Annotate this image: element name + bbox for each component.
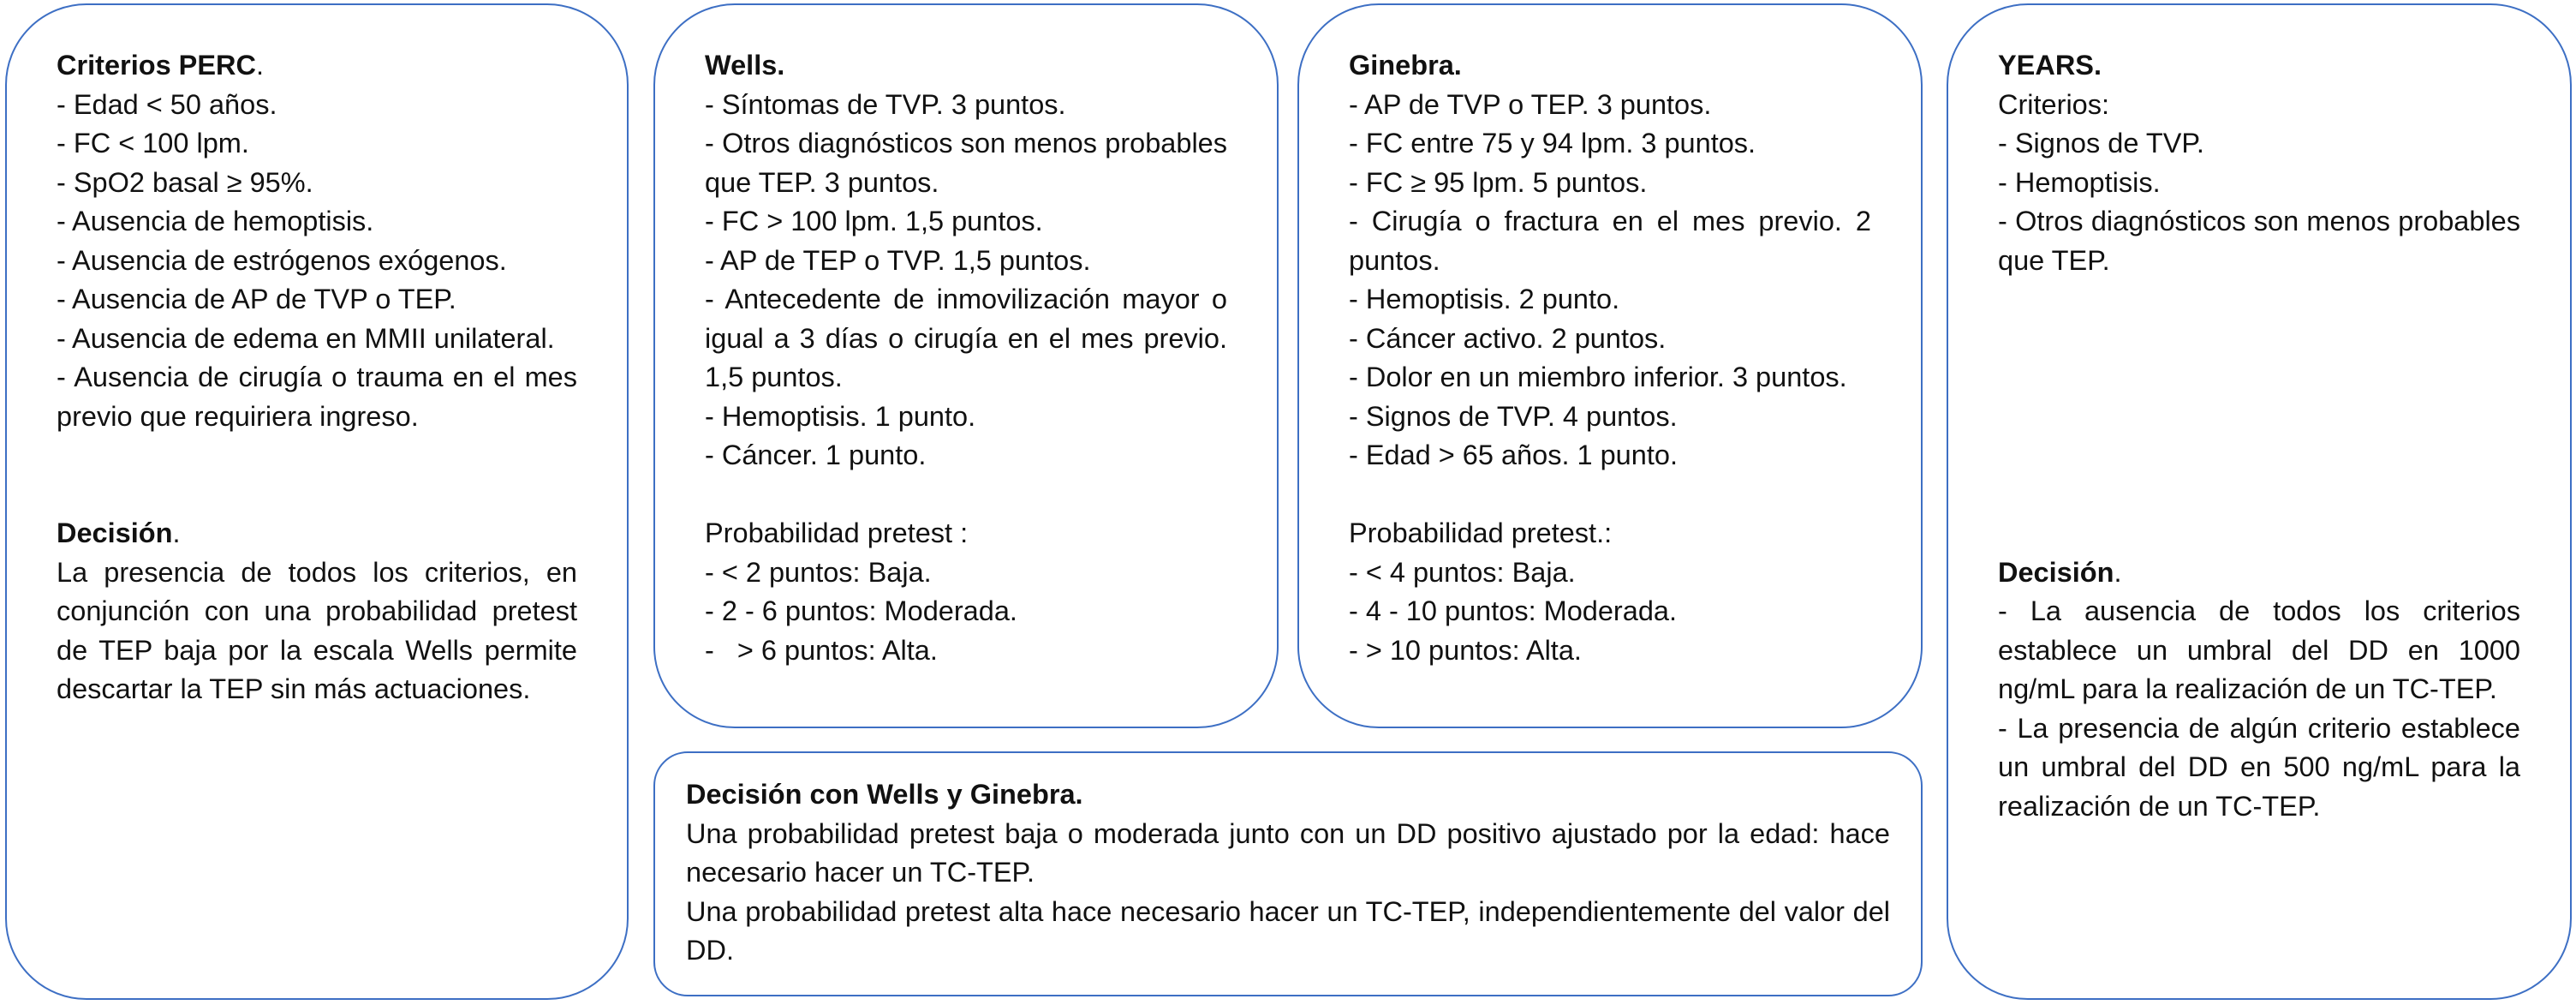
ginebra-item: - Cirugía o fractura en el mes previo. 2 puntos. [1349,206,1871,276]
wells-box [653,3,1279,728]
perc-item: - SpO2 basal ≥ 95%. [57,166,313,198]
wells-ginebra-decision-box [653,751,1923,996]
ginebra-title: Ginebra. [1349,50,1462,81]
wells-pretest-item: - > 6 puntos: Alta. [705,634,938,666]
spacer [57,436,577,476]
ginebra-item: - Cáncer activo. 2 puntos. [1349,322,1667,354]
perc-criteria-box [5,3,629,1000]
wells-pretest-label: Probabilidad pretest : [705,517,969,548]
perc-item: - Ausencia de hemoptisis. [57,206,374,236]
years-decision-title: Decisión [1998,556,2114,588]
ginebra-item: - AP de TVP o TEP. 3 puntos. [1349,88,1712,120]
ginebra-item: - Dolor en un miembro inferior. 3 puntos. [1349,362,1847,392]
years-decision-item: - La ausencia de todos los criterios establece un umbral del DD en 1000 ng/mL para la realización de un TC-TEP. [1998,595,2520,704]
combined-item: Una probabilidad pretest alta hace necesario hacer un TC-TEP, independientemente del valor del DD. [686,895,1890,966]
perc-title-line [57,46,577,86]
wells-title: Wells. [705,50,785,81]
spacer [1998,436,2520,476]
perc-item: - Edad < 50 años. [57,88,277,120]
spacer [1998,280,2520,320]
wells-item: - Antecedente de inmovilización mayor o igual a 3 días o cirugía en el mes previo. 1,5 puntos. [705,284,1227,392]
perc-decision-text: La presencia de todos los criterios, en conjunción con una probabilidad pretest de TEP baja por la escala Wells permite descartar la TEP sin más actuaciones. [57,556,577,704]
ginebra-item: - Signos de TVP. 4 puntos. [1349,400,1678,432]
wells-item: - AP de TEP o TVP. 1,5 puntos. [705,244,1091,276]
perc-decision-title-line [57,514,577,553]
combined-title: Decisión con Wells y Ginebra. [686,779,1083,810]
wells-item: - Hemoptisis. 1 punto. [705,400,976,432]
years-item: - Otros diagnósticos son menos probables que TEP. [1998,206,2520,276]
ginebra-item: - Edad > 65 años. 1 punto. [1349,440,1678,470]
perc-item: - Ausencia de cirugía o trauma en el mes previo que requiriera ingreso. [57,362,577,432]
spacer [1998,398,2520,437]
spacer [705,476,1227,515]
perc-item: - Ausencia de estrógenos exógenos. [57,244,507,276]
ginebra-pretest-item: - < 4 puntos: Baja. [1349,556,1576,588]
wells-item: - Otros diagnósticos son menos probables que TEP. 3 puntos. [705,128,1227,198]
perc-title-suffix: . [255,50,265,81]
years-criteria-label: Criterios: [1998,88,2110,120]
ginebra-box [1297,3,1923,728]
years-box [1947,3,2572,1000]
ginebra-item: - Hemoptisis. 2 punto. [1349,284,1620,314]
spacer [1349,476,1871,515]
years-decision-suffix: . [2114,556,2122,588]
perc-item: - FC < 100 lpm. [57,128,249,159]
spacer [1998,358,2520,398]
perc-title: Criterios PERC [57,50,256,81]
years-item: - Signos de TVP. [1998,128,2204,159]
ginebra-pretest-item: - 4 - 10 puntos: Moderada. [1349,595,1678,626]
ginebra-pretest-item: - > 10 puntos: Alta. [1349,634,1582,666]
years-item: - Hemoptisis. [1998,166,2161,198]
perc-item: - Ausencia de AP de TVP o TEP. [57,284,456,314]
spacer [1998,514,2520,553]
ginebra-item: - FC ≥ 95 lpm. 5 puntos. [1349,166,1648,198]
perc-decision-suffix: . [172,517,181,548]
wells-pretest-item: - < 2 puntos: Baja. [705,556,932,588]
combined-item: Una probabilidad pretest baja o moderada junto con un DD positivo ajustado por la edad: hace necesario hacer un TC-TEP. [686,817,1890,888]
years-decision-title-line [1998,553,2520,593]
years-title: YEARS. [1998,50,2102,81]
ginebra-item: - FC entre 75 y 94 lpm. 3 puntos. [1349,128,1756,159]
spacer [1998,476,2520,515]
spacer [57,476,577,515]
wells-item: - Síntomas de TVP. 3 puntos. [705,88,1066,120]
perc-item: - Ausencia de edema en MMII unilateral. [57,322,555,354]
ginebra-pretest-label: Probabilidad pretest.: [1349,517,1613,548]
wells-item: - FC > 100 lpm. 1,5 puntos. [705,206,1043,236]
years-decision-item: - La presencia de algún criterio establece un umbral del DD en 500 ng/mL para la realización de un TC-TEP. [1998,712,2520,822]
wells-item: - Cáncer. 1 punto. [705,440,927,470]
wells-pretest-item: - 2 - 6 puntos: Moderada. [705,595,1017,626]
spacer [1998,320,2520,359]
perc-decision-title: Decisión [57,517,173,548]
